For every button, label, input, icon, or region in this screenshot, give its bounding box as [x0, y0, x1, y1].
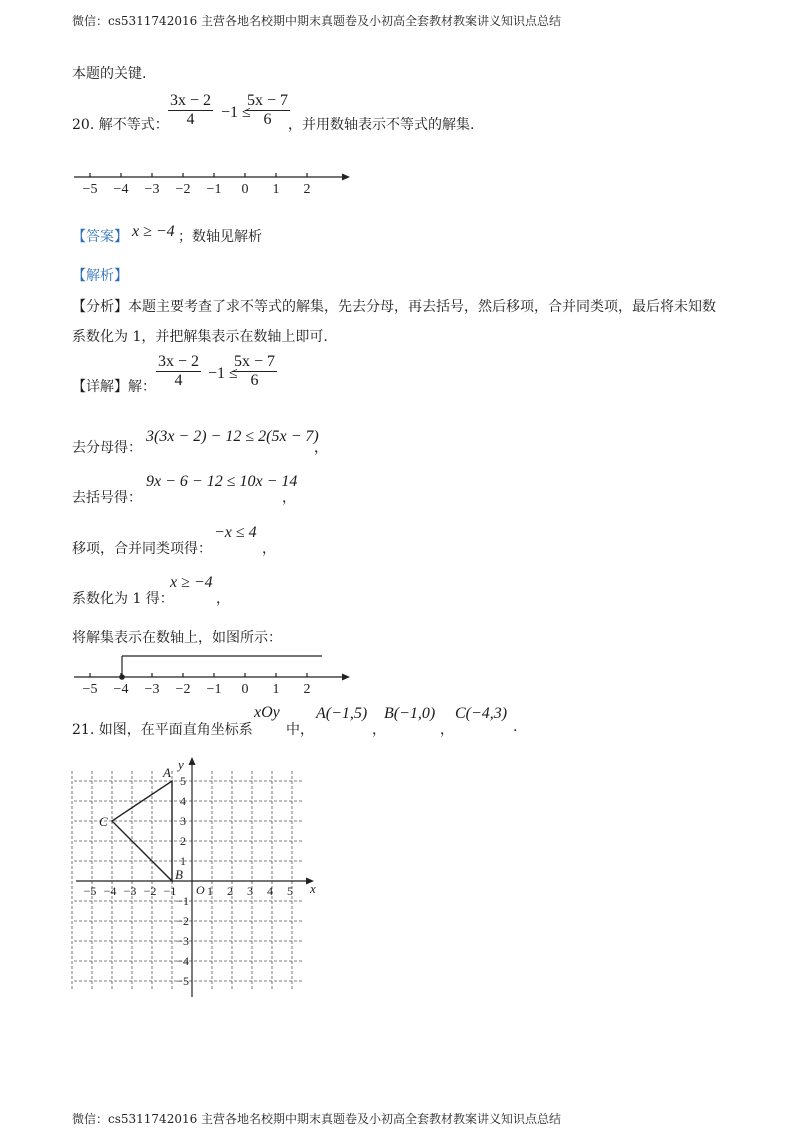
step-2-tail: ， — [282, 490, 296, 506]
y-axis-arrow-icon — [189, 757, 196, 765]
x-tick-label: −5 — [83, 884, 97, 898]
analysis-line-1: 【分析】本题主要考查了求不等式的解集，先去分母，再去括号，然后移项，合并同类项，最后将未知数 — [72, 299, 716, 315]
number-line-arrow-icon — [342, 174, 350, 181]
question-21-label: 21. 如图，在平面直角坐标系 — [72, 722, 253, 738]
q21-mid: 中， — [286, 722, 314, 738]
step-3-tail: ， — [262, 541, 276, 557]
q21-point-A: A(−1,5) — [316, 705, 368, 722]
q21-sep-2: ， — [440, 722, 454, 738]
q20-fraction-2-denominator: 6 — [263, 111, 272, 128]
answer-math: x ≥ −4 — [132, 223, 175, 240]
analysis-title: 【解析】 — [72, 268, 128, 284]
y-tick-label: 2 — [180, 834, 186, 848]
number-line-tick-label: 0 — [241, 682, 249, 697]
number-line-tick-label: 1 — [272, 682, 280, 697]
coordinate-grid — [70, 755, 330, 1005]
analysis-line-2: 系数化为 1，并把解集表示在数轴上即可. — [72, 329, 328, 345]
x-axis-label: x — [310, 881, 316, 896]
origin-label: O — [196, 883, 205, 897]
number-line-tick-label: −1 — [206, 682, 222, 697]
number-line-solution — [60, 650, 360, 700]
question-20-label: 20. 解不等式： — [72, 117, 169, 133]
q20-instruction: ，并用数轴表示不等式的解集. — [288, 117, 475, 133]
number-line-arrow-icon — [342, 674, 350, 681]
y-tick-label: −4 — [176, 954, 189, 968]
step-2-math: 9x − 6 − 12 ≤ 10x − 14 — [146, 473, 298, 490]
page-header: 微信：cs5311742016 主营各地名校期中期末真题卷及小初高全套教材教案讲义知识点总结 — [72, 14, 562, 28]
y-tick-label: 3 — [180, 814, 186, 828]
page-footer: 微信：cs5311742016 主营各地名校期中期末真题卷及小初高全套教材教案讲义知识点总结 — [72, 1112, 562, 1126]
number-line-tick-label: −4 — [113, 182, 129, 197]
q21-point-B: B(−1,0) — [384, 705, 436, 722]
detail-fraction-1 — [156, 353, 201, 390]
q20-fraction-2 — [245, 92, 290, 129]
x-tick-label: 2 — [227, 884, 233, 898]
triangle-ABC — [112, 781, 172, 881]
number-line-tick-label: −5 — [82, 682, 98, 697]
q20-fraction-1 — [168, 92, 213, 129]
x-tick-label: 3 — [247, 884, 253, 898]
solution-closed-dot — [119, 674, 125, 680]
y-tick-label: −3 — [176, 934, 189, 948]
detail-fraction-1-denominator: 4 — [174, 372, 183, 389]
step-4-label: 系数化为 1 得： — [72, 591, 174, 607]
detail-fraction-2-denominator: 6 — [250, 372, 259, 389]
detail-inequality-middle: −1 ≤ — [208, 365, 238, 382]
detail-fraction-2 — [232, 353, 277, 390]
number-line-tick-label: −4 — [113, 682, 129, 697]
x-tick-label: −4 — [103, 884, 117, 898]
y-tick-label: −5 — [176, 974, 189, 988]
step-1-label: 去分母得： — [72, 440, 142, 456]
number-line-tick-label: 0 — [241, 182, 249, 197]
x-tick-label: 1 — [207, 884, 213, 898]
x-tick-label: −3 — [123, 884, 137, 898]
step-3-label: 移项，合并同类项得： — [72, 541, 212, 557]
number-line-tick-label: −2 — [175, 682, 191, 697]
number-line-tick-label: 1 — [272, 182, 280, 197]
answer-label: 【答案】 — [72, 229, 128, 245]
y-tick-label: −2 — [176, 914, 189, 928]
number-line-tick-label: −3 — [144, 682, 160, 697]
number-line-blank — [60, 165, 360, 200]
step-4-math: x ≥ −4 — [170, 574, 213, 591]
q20-inequality-middle: −1 ≤ — [221, 104, 251, 121]
q21-point-C: C(−4,3) — [455, 705, 508, 722]
y-tick-label: −1 — [176, 894, 189, 908]
numberline-caption: 将解集表示在数轴上，如图所示： — [72, 630, 282, 646]
step-1-math: 3(3x − 2) − 12 ≤ 2(5x − 7) — [146, 428, 319, 445]
x-tick-label: −2 — [143, 884, 157, 898]
number-line-tick-label: −1 — [206, 182, 222, 197]
vertex-A-label: A — [163, 765, 171, 780]
q20-fraction-1-denominator: 4 — [186, 111, 195, 128]
y-tick-label: 4 — [180, 794, 186, 808]
y-axis-label: y — [178, 757, 184, 772]
number-line-tick-label: −5 — [82, 182, 98, 197]
y-tick-label: 1 — [180, 854, 186, 868]
vertex-C-label: C — [99, 814, 108, 829]
x-tick-label: −1 — [163, 884, 177, 898]
detail-label: 【详解】解： — [72, 379, 156, 395]
y-tick-label: 5 — [180, 774, 186, 788]
q21-end: . — [513, 719, 518, 735]
number-line-tick-label: −3 — [144, 182, 160, 197]
detail-fraction-2-numerator: 5x − 7 — [234, 353, 276, 370]
step-3-math: −x ≤ 4 — [214, 524, 257, 541]
number-line-tick-label: 2 — [303, 182, 311, 197]
q20-fraction-1-numerator: 3x − 2 — [170, 92, 212, 109]
number-line-tick-label: −2 — [175, 182, 191, 197]
vertex-B-label: B — [175, 867, 183, 882]
step-4-tail: ， — [216, 591, 230, 607]
x-tick-label: 5 — [287, 884, 293, 898]
step-2-label: 去括号得： — [72, 490, 142, 506]
answer-text: ；数轴见解析 — [178, 229, 262, 245]
intro-text: 本题的关键. — [72, 66, 147, 82]
number-line-tick-label: 2 — [303, 682, 311, 697]
detail-fraction-1-numerator: 3x − 2 — [158, 353, 200, 370]
q21-system: xOy — [254, 704, 280, 721]
step-1-tail: ， — [314, 440, 328, 456]
q20-fraction-2-numerator: 5x − 7 — [247, 92, 289, 109]
x-tick-label: 4 — [267, 884, 273, 898]
q21-sep-1: ， — [372, 722, 386, 738]
